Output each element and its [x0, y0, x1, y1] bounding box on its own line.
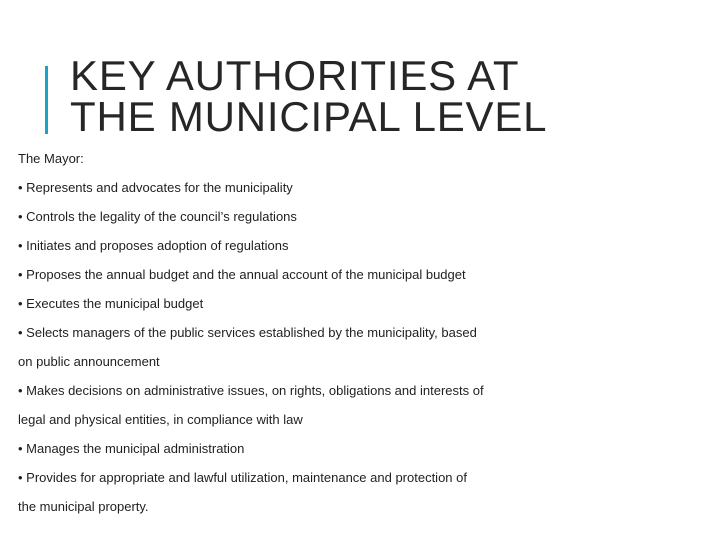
body-line: • Proposes the annual budget and the annual account of the municipal budget	[18, 267, 466, 282]
body-line: on public announcement	[18, 354, 160, 369]
body-line: • Manages the municipal administration	[18, 441, 245, 456]
title-accent-bar	[45, 66, 48, 134]
body-line: • Initiates and proposes adoption of regulations	[18, 238, 289, 253]
body-line: the municipal property.	[18, 499, 149, 514]
body-line: • Executes the municipal budget	[18, 296, 204, 311]
body-line: legal and physical entities, in compliance with law	[18, 412, 303, 427]
slide-title	[70, 52, 548, 140]
subheading: The Mayor:	[18, 151, 84, 166]
body-line: • Selects managers of the public services established by the municipality, based	[18, 325, 477, 340]
body-line: • Provides for appropriate and lawful utilization, maintenance and protection of	[18, 470, 467, 485]
body-line: • Controls the legality of the council’s regulations	[18, 209, 297, 224]
title-line-1: KEY AUTHORITIES AT	[70, 52, 520, 99]
body-line: • Represents and advocates for the municipality	[18, 180, 293, 195]
title-line-2: THE MUNICIPAL LEVEL	[70, 93, 548, 140]
body-line: • Makes decisions on administrative issues, on rights, obligations and interests of	[18, 383, 484, 398]
slide-body	[18, 144, 708, 521]
